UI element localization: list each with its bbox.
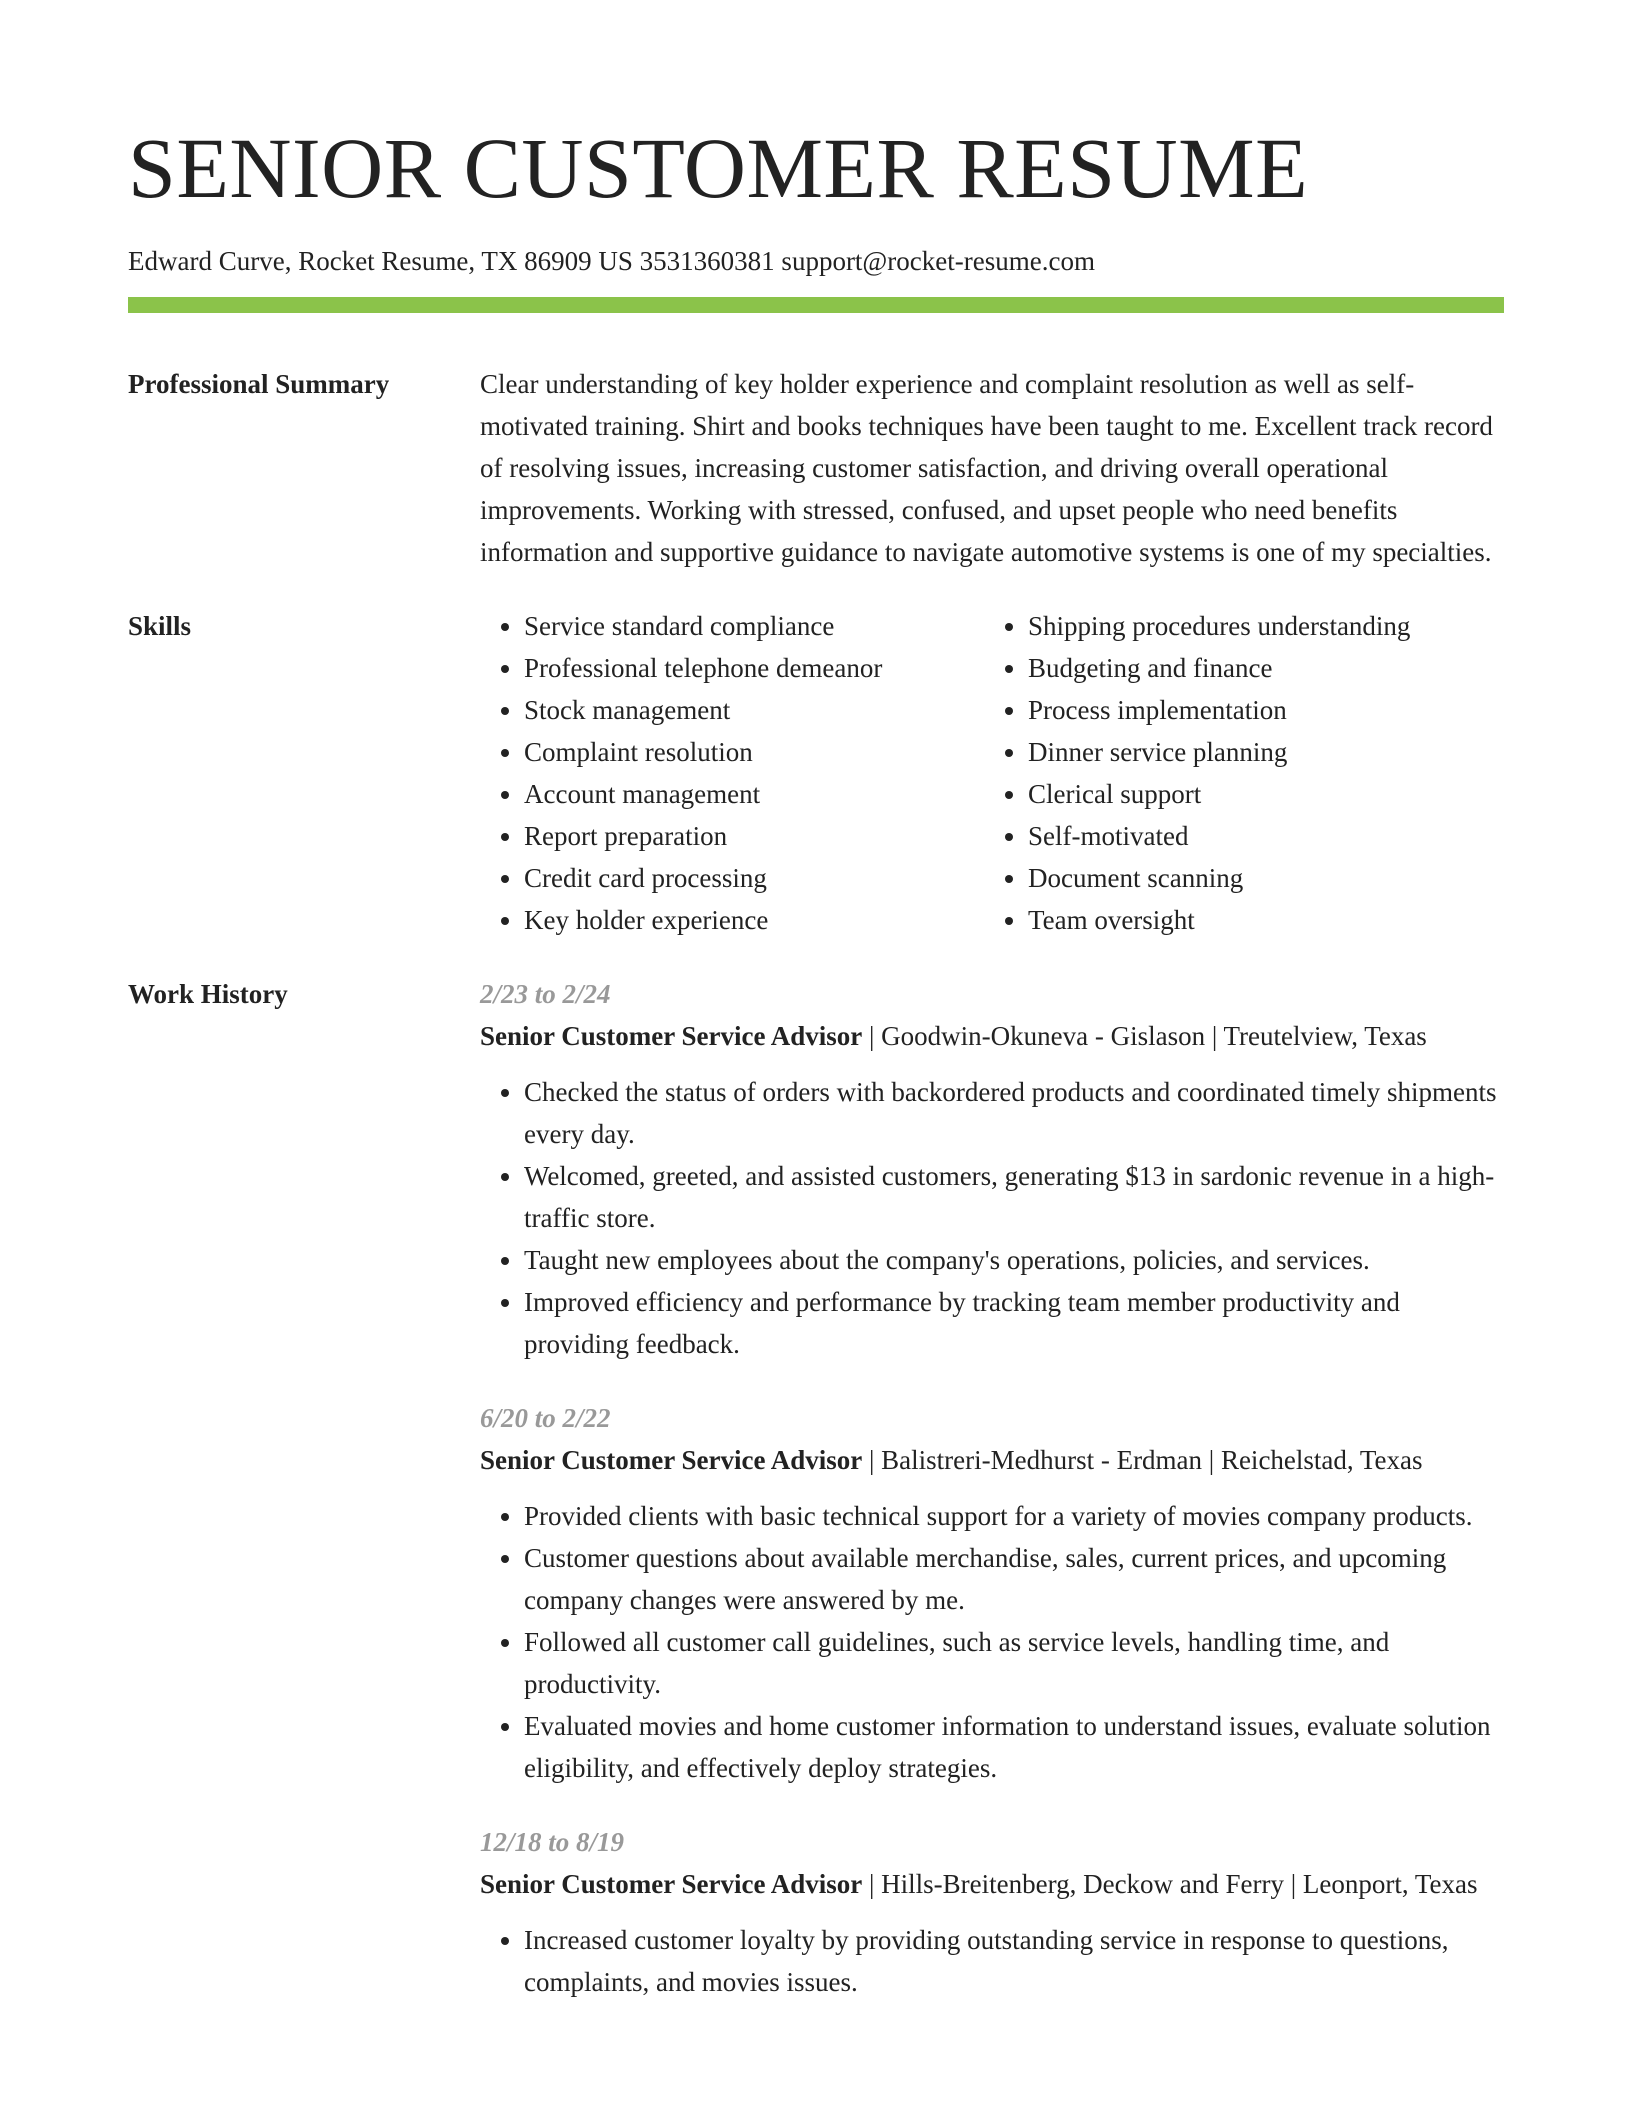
job-bullet: • Customer questions about available merchandise, sales, current prices, and upcoming company changes were answered by me. [524,1537,1504,1621]
job-title: Senior Customer Service Advisor [480,1021,863,1051]
job-entry [480,1821,1504,2003]
job-date: 6/20 to 2/22 [480,1403,611,1433]
job-title: Senior Customer Service Advisor [480,1445,863,1475]
job-bullets [480,1495,1504,1789]
skill-item: • Report preparation [524,815,984,857]
skill-item: • Service standard compliance [524,605,984,647]
job-details: | Goodwin-Okuneva - Gislason | Treutelview, Texas [862,1021,1427,1051]
contact-line: Edward Curve, Rocket Resume, TX 86909 US 3531360381 support@rocket-resume.com [128,246,1095,276]
skill-item: • Self-motivated [1028,815,1488,857]
summary-text: Clear understanding of key holder experience and complaint resolution as well as self-motivated training. Shirt and books techniques have been taught to me. Excellent track record of resolving issues, increasing customer satisfaction, and driving overall operational improvements. Working with stressed, confused, and upset people who need benefits information and supportive guidance to navigate automotive systems is one of my specialties. [480,369,1493,567]
section-label-skills: Skills [128,611,192,641]
job-bullets [480,1071,1504,1365]
job-details: | Hills-Breitenberg, Deckow and Ferry | Leonport, Texas [862,1869,1478,1899]
job-bullet: • Checked the status of orders with backordered products and coordinated timely shipments every day. [524,1071,1504,1155]
skill-item: • Budgeting and finance [1028,647,1488,689]
skill-item: • Process implementation [1028,689,1488,731]
section-label-summary: Professional Summary [128,369,390,399]
skills-list-right [984,605,1488,941]
work-history-section [128,973,1504,2035]
job-bullets [480,1919,1504,2003]
job-title: Senior Customer Service Advisor [480,1869,863,1899]
skill-item: • Professional telephone demeanor [524,647,984,689]
skill-item: • Dinner service planning [1028,731,1488,773]
resume-title: SENIOR CUSTOMER RESUME [128,120,1309,216]
skill-item: • Team oversight [1028,899,1488,941]
skill-item: • Complaint resolution [524,731,984,773]
skill-item: • Stock management [524,689,984,731]
skill-item: • Clerical support [1028,773,1488,815]
skills-body [480,605,1504,941]
job-bullet: • Provided clients with basic technical support for a variety of movies company products. [524,1495,1504,1537]
job-bullet: • Evaluated movies and home customer information to understand issues, evaluate solution eligibility, and effectively deploy strategies. [524,1705,1504,1789]
job-date: 12/18 to 8/19 [480,1827,625,1857]
skill-item: • Key holder experience [524,899,984,941]
skills-list-left [480,605,984,941]
job-entry [480,1397,1504,1789]
section-label-work: Work History [128,979,288,1009]
summary-body [480,363,1504,573]
skill-item: • Account management [524,773,984,815]
job-bullet: • Improved efficiency and performance by tracking team member productivity and providing feedback. [524,1281,1504,1365]
work-body [480,973,1504,2035]
accent-divider [128,297,1504,313]
job-bullet: • Taught new employees about the company's operations, policies, and services. [524,1239,1504,1281]
job-bullet: • Increased customer loyalty by providing outstanding service in response to questions, complaints, and movies issues. [524,1919,1504,2003]
skill-item: • Shipping procedures understanding [1028,605,1488,647]
job-bullet: • Welcomed, greeted, and assisted customers, generating $13 in sardonic revenue in a high-traffic store. [524,1155,1504,1239]
skill-item: • Credit card processing [524,857,984,899]
skill-item: • Document scanning [1028,857,1488,899]
job-heading [480,1015,1504,1057]
job-heading [480,1863,1504,1905]
skills-column-left [480,605,984,941]
professional-summary-section [128,363,1504,573]
job-date: 2/23 to 2/24 [480,979,611,1009]
skills-column-right [984,605,1488,941]
job-details: | Balistreri-Medhurst - Erdman | Reichelstad, Texas [862,1445,1423,1475]
job-bullet: • Followed all customer call guidelines, such as service levels, handling time, and productivity. [524,1621,1504,1705]
skills-section [128,605,1504,941]
job-heading [480,1439,1504,1481]
resume-page [128,0,1504,2035]
job-entry [480,973,1504,1365]
